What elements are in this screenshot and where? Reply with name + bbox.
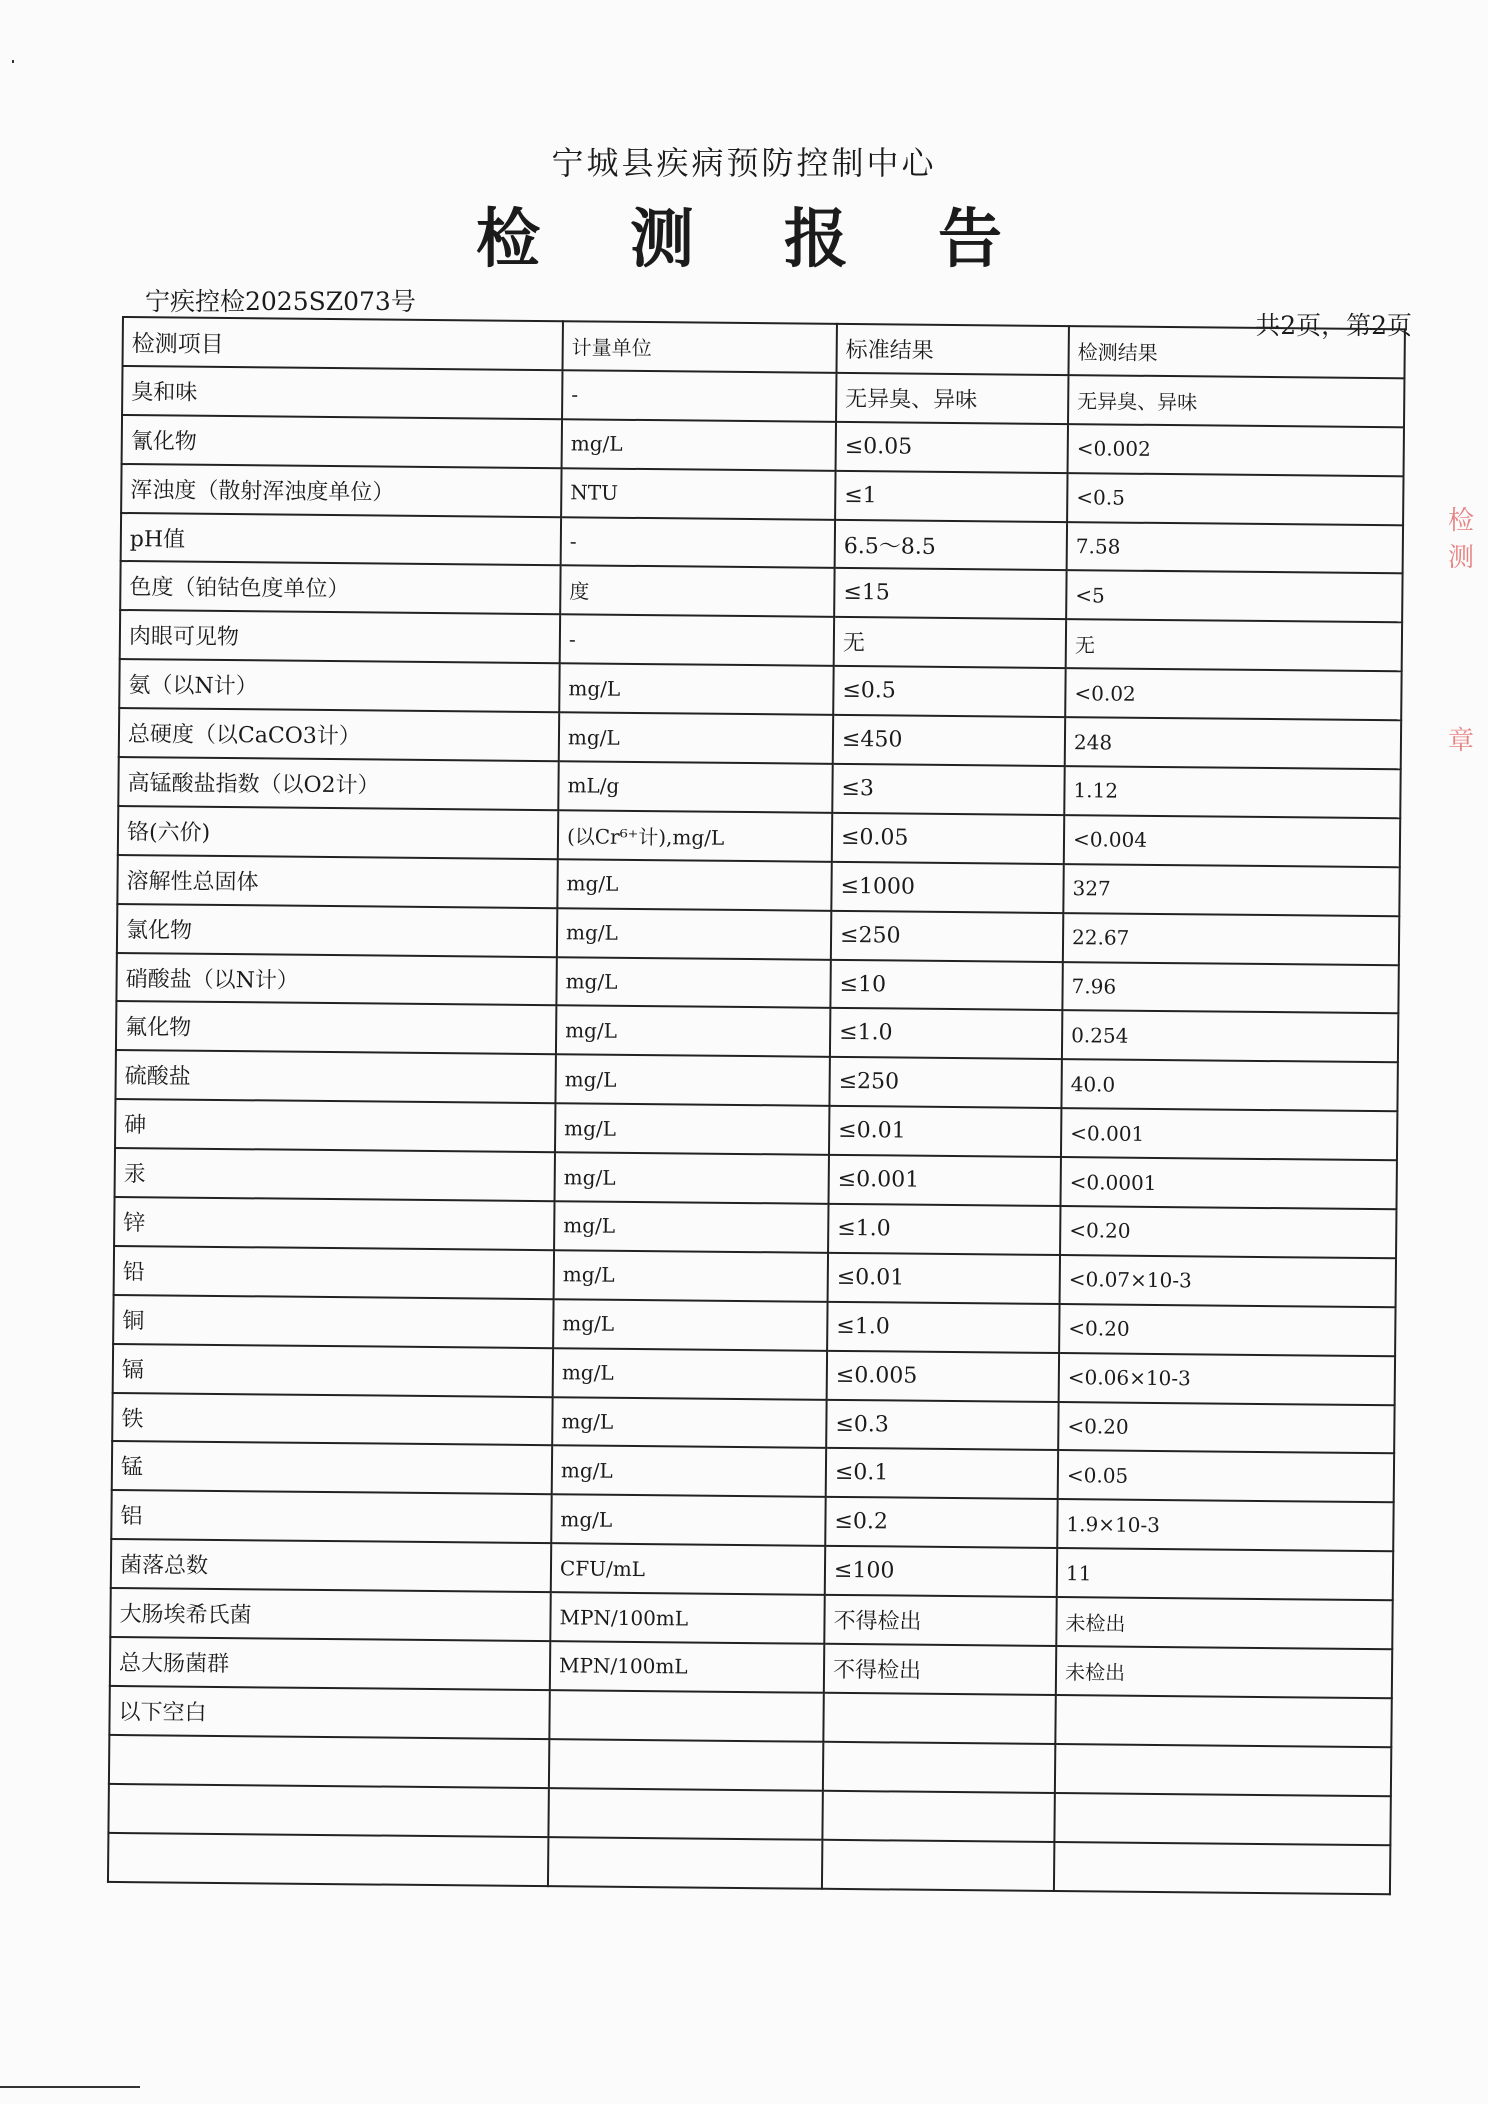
cell-unit: mg/L (556, 1006, 830, 1058)
red-stamp: 检测 (1448, 506, 1475, 573)
cell-standard: ≤1.0 (830, 1008, 1062, 1059)
cell-standard: ≤0.005 (827, 1351, 1059, 1402)
cell-result: <0.20 (1059, 1304, 1395, 1356)
cell-unit: mg/L (559, 663, 833, 715)
cell-item: 浑浊度（散射浑浊度单位） (121, 464, 561, 517)
cell-unit: mg/L (557, 908, 831, 960)
cell-item: 氨（以N计） (119, 659, 559, 712)
cell-result: <0.02 (1065, 668, 1401, 720)
cell-unit: mg/L (556, 957, 830, 1009)
organization-name: 宁城县疾病预防控制中心 (551, 144, 937, 182)
cell-standard: ≤0.01 (828, 1253, 1060, 1304)
cell-item: 镉 (113, 1344, 553, 1397)
cell-item: 铁 (112, 1393, 552, 1446)
cell-standard: ≤10 (830, 959, 1062, 1010)
cell-item: 高锰酸盐指数（以O2计） (118, 757, 558, 810)
cell-item: 氯化物 (117, 904, 557, 957)
cell-unit: mg/L (562, 419, 836, 471)
cell-unit: mg/L (555, 1103, 829, 1155)
cell-standard: 无异臭、异味 (836, 373, 1068, 424)
cell-item: 溶解性总固体 (117, 855, 557, 908)
cell-unit: mg/L (551, 1495, 825, 1547)
cell-item (108, 1833, 548, 1886)
cell-result (1054, 1793, 1390, 1845)
cell-item: 色度（铂钴色度单位） (120, 561, 560, 614)
cell-result: <0.07×10-3 (1060, 1255, 1396, 1307)
cell-standard: ≤1000 (831, 862, 1063, 913)
cell-item: 硫酸盐 (115, 1050, 555, 1103)
cell-item: 铬(六价) (118, 806, 558, 859)
cell-standard: ≤3 (832, 764, 1064, 815)
cell-unit: mg/L (552, 1397, 826, 1449)
cell-unit (548, 1837, 822, 1889)
cell-item: 汞 (115, 1148, 555, 1201)
cell-unit: mg/L (559, 712, 833, 764)
report-number: 宁疾控检2025SZ073号 (145, 287, 416, 316)
cell-unit (549, 1690, 823, 1742)
cell-standard: ≤1.0 (828, 1204, 1060, 1255)
cell-unit: (以Cr⁶⁺计),mg/L (558, 810, 832, 862)
cell-standard: ≤0.05 (836, 422, 1068, 473)
cell-standard (822, 1791, 1054, 1842)
red-stamp-fragment: 章 (1448, 726, 1475, 756)
cell-item: 氰化物 (122, 415, 562, 468)
cell-item: 硝酸盐（以N计） (116, 953, 556, 1006)
cell-unit: 度 (560, 566, 834, 618)
scan-mark (0, 2086, 140, 2088)
cell-result: <0.004 (1064, 815, 1400, 867)
cell-result: <0.06×10-3 (1059, 1353, 1395, 1405)
cell-unit: CFU/mL (551, 1543, 825, 1595)
cell-result: 无 (1066, 619, 1402, 671)
cell-result: 1.12 (1064, 766, 1400, 818)
cell-standard: 不得检出 (824, 1644, 1056, 1695)
cell-standard (822, 1839, 1054, 1890)
cell-result (1055, 1744, 1391, 1796)
cell-result: 22.67 (1063, 913, 1399, 965)
cell-result: 7.58 (1067, 522, 1403, 574)
cell-unit (548, 1788, 822, 1840)
cell-standard: ≤15 (834, 568, 1066, 619)
cell-unit (549, 1739, 823, 1791)
cell-item: 肉眼可见物 (120, 610, 560, 663)
cell-item (109, 1735, 549, 1788)
table-body (108, 366, 1404, 1894)
cell-unit: mg/L (553, 1299, 827, 1351)
cell-unit: mg/L (555, 1152, 829, 1204)
cell-item: 铜 (113, 1295, 553, 1348)
results-table (107, 316, 1406, 1895)
results-table-container (107, 316, 1402, 1895)
cell-standard: ≤450 (833, 715, 1065, 766)
cell-standard: ≤1 (835, 471, 1067, 522)
cell-result: <0.20 (1058, 1402, 1394, 1454)
cell-item: 总硬度（以CaCO3计） (119, 708, 559, 761)
cell-standard: 无 (834, 617, 1066, 668)
cell-standard: ≤250 (831, 911, 1063, 962)
cell-result: <0.002 (1068, 424, 1404, 476)
cell-result: 248 (1065, 717, 1401, 769)
column-header-unit: 计量单位 (563, 321, 837, 373)
cell-unit: mg/L (553, 1348, 827, 1400)
cell-standard: ≤0.3 (826, 1399, 1058, 1450)
cell-standard (823, 1742, 1055, 1793)
cell-result: 未检出 (1056, 1597, 1392, 1649)
cell-standard: ≤1.0 (827, 1302, 1059, 1353)
scan-mark (12, 60, 14, 63)
column-header-result: 检测结果 (1068, 326, 1404, 378)
cell-result (1054, 1842, 1390, 1894)
cell-standard: ≤0.01 (829, 1106, 1061, 1157)
cell-unit: - (561, 517, 835, 569)
cell-result: 11 (1057, 1548, 1393, 1600)
column-header-standard: 标准结果 (836, 324, 1068, 375)
cell-standard: ≤0.05 (832, 813, 1064, 864)
cell-standard (823, 1693, 1055, 1744)
cell-item: 以下空白 (109, 1686, 549, 1739)
cell-unit: NTU (561, 468, 835, 520)
cell-result: 1.9×10-3 (1057, 1499, 1393, 1551)
cell-result: <0.001 (1061, 1108, 1397, 1160)
cell-standard: 6.5～8.5 (835, 519, 1067, 570)
cell-unit: - (560, 615, 834, 667)
cell-standard: ≤0.5 (833, 666, 1065, 717)
cell-unit: mL/g (558, 761, 832, 813)
cell-item: 铝 (111, 1490, 551, 1543)
cell-item (108, 1784, 548, 1837)
cell-result (1055, 1695, 1391, 1747)
cell-result: 无异臭、异味 (1068, 375, 1404, 427)
cell-result: 7.96 (1062, 962, 1398, 1014)
cell-item: 锰 (112, 1441, 552, 1494)
cell-result: <0.0001 (1060, 1157, 1396, 1209)
cell-item: 臭和味 (122, 366, 562, 419)
cell-item: 铅 (114, 1246, 554, 1299)
cell-standard: 不得检出 (824, 1595, 1056, 1646)
cell-result: <0.5 (1067, 473, 1403, 525)
page-info: 共2页，第2页 (1255, 311, 1412, 340)
cell-standard: ≤100 (825, 1546, 1057, 1597)
cell-standard: ≤0.001 (829, 1155, 1061, 1206)
cell-unit: - (562, 370, 836, 422)
cell-result: 327 (1063, 864, 1399, 916)
cell-result: 0.254 (1062, 1011, 1398, 1063)
cell-item: 氟化物 (116, 1001, 556, 1054)
cell-unit: mg/L (557, 859, 831, 911)
cell-unit: MPN/100mL (550, 1592, 824, 1644)
report-title: 检测报告 (476, 202, 1092, 277)
cell-standard: ≤0.2 (825, 1497, 1057, 1548)
column-header-item: 检测项目 (123, 317, 563, 370)
cell-item: 菌落总数 (111, 1539, 551, 1592)
cell-item: 大肠埃希氏菌 (110, 1588, 550, 1641)
cell-result: <0.05 (1058, 1451, 1394, 1503)
cell-item: 砷 (115, 1099, 555, 1152)
cell-standard: ≤0.1 (826, 1448, 1058, 1499)
cell-unit: MPN/100mL (550, 1641, 824, 1693)
cell-item: pH值 (121, 513, 561, 566)
cell-standard: ≤250 (829, 1057, 1061, 1108)
cell-result: 未检出 (1056, 1646, 1392, 1698)
cell-unit: mg/L (552, 1446, 826, 1498)
cell-unit: mg/L (555, 1055, 829, 1107)
cell-result: <5 (1066, 571, 1402, 623)
cell-result: 40.0 (1061, 1059, 1397, 1111)
cell-item: 锌 (114, 1197, 554, 1250)
cell-item: 总大肠菌群 (110, 1637, 550, 1690)
cell-unit: mg/L (554, 1250, 828, 1302)
cell-result: <0.20 (1060, 1206, 1396, 1258)
cell-unit: mg/L (554, 1201, 828, 1253)
